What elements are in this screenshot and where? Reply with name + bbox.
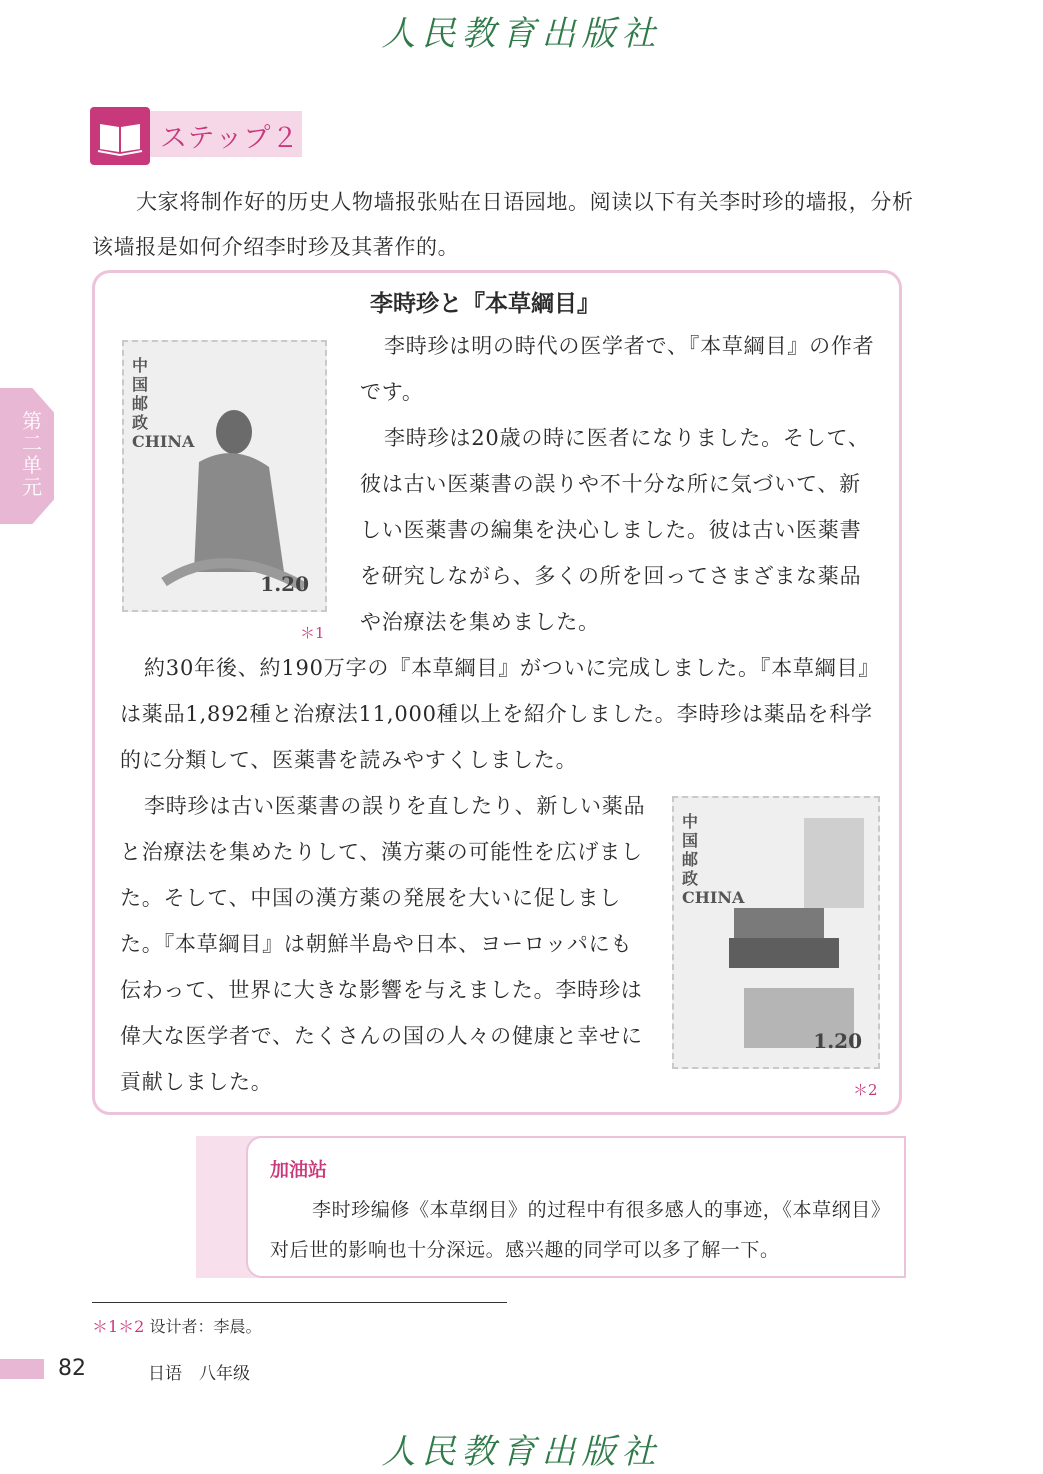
- stamp-image-portrait: [122, 340, 327, 612]
- step-heading: ステップ２: [160, 123, 300, 154]
- footnote-divider: [92, 1302, 507, 1303]
- stamp-caption-2: ＊2: [853, 1081, 878, 1099]
- tip-title: 加油站: [270, 1159, 328, 1181]
- stamp-price: 1.20: [260, 572, 309, 596]
- footnote-text: 设计者：李晨。: [144, 1317, 262, 1336]
- tip-text: 李时珍编修《本草纲目》的过程中有很多感人的事迹，《本草纲目》对后世的影响也十分深远。感兴趣的同学可以多了解一下。: [270, 1199, 882, 1261]
- publisher-logo-top: 人民教育出版社: [381, 14, 662, 54]
- article-paragraph-3: 約30年後、約190万字の『本草綱目』がついに完成しました。『本草綱目』は薬品1,892種と治療法11,000種以上を紹介しました。李時珍は薬品を科学的に分類して、医薬書を読みやすくしました。: [120, 656, 873, 772]
- footnote-mark: ＊1＊2: [92, 1317, 145, 1336]
- unit-side-tab-label: 第二单元: [22, 409, 42, 499]
- book-icon: [90, 107, 150, 165]
- article-paragraph-1: 李時珍は明の時代の医学者で、『本草綱目』の作者です。: [360, 334, 875, 404]
- article-paragraph-4: 李時珍は古い医薬書の誤りを直したり、新しい薬品と治療法を集めたりして、漢方薬の可能性を広げました。そして、中国の漢方薬の発展を大いに促しました。『本草綱目』は朝鮮半島や日本、ヨーロッパにも伝わって、世界に大きな影響を与えました。李時珍は偉大な医学者で、たくさんの国の人々の健康と幸せに貢献しました。: [120, 794, 646, 1094]
- stamp-caption-1: ＊1: [300, 624, 325, 642]
- page-number: 82: [58, 1356, 86, 1381]
- book-title: 日语 八年级: [148, 1364, 250, 1384]
- stamp-image-books: [672, 796, 880, 1069]
- article-paragraph-2: 李時珍は20歳の時に医者になりました。そして、彼は古い医薬書の誤りや不十分な所に気づいて、新しい医薬書の編集を決心しました。彼は古い医薬書を研究しながら、多くの所を回ってさまざまな薬品や治療法を集めました。: [360, 426, 870, 634]
- stamp-price: 1.20: [813, 1029, 862, 1053]
- intro-paragraph: 大家将制作好的历史人物墙报张贴在日语园地。阅读以下有关李时珍的墙报，分析该墙报是如何介绍李时珍及其著作的。: [92, 190, 914, 259]
- publisher-logo-bottom: 人民教育出版社: [381, 1432, 662, 1472]
- page-number-bar: [0, 1359, 44, 1379]
- article-title: 李時珍と『本草綱目』: [370, 291, 600, 317]
- stamp-country-label: 中国邮政 CHINA: [132, 356, 195, 451]
- footnote: [92, 1314, 261, 1337]
- stamp-country-label: 中国邮政 CHINA: [682, 812, 745, 907]
